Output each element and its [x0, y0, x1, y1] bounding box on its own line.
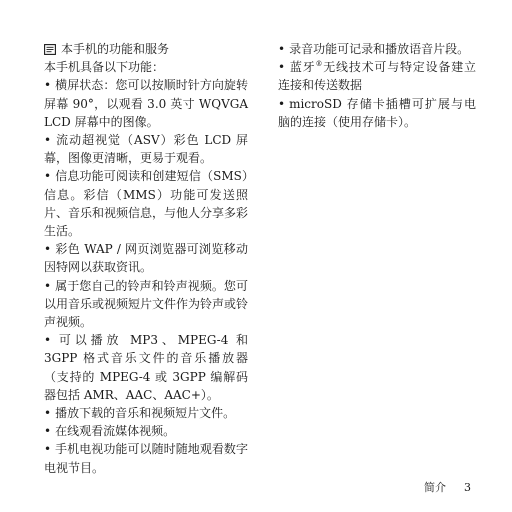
feature-item-streaming — [44, 422, 248, 440]
page-footer — [424, 479, 471, 495]
feature-text: 属于您自己的铃声和铃声视频。您可以用音乐或视频短片文件作为铃声或铃声视频。 — [44, 278, 249, 330]
intro-text: 本手机具备以下功能： — [44, 60, 165, 75]
bullet-glyph: • — [44, 333, 52, 348]
feature-item-recording — [278, 40, 476, 58]
feature-item-messaging — [44, 167, 248, 240]
feature-item-microsd — [278, 95, 476, 131]
bullet-glyph: • — [44, 169, 52, 184]
bullet-glyph: • — [278, 60, 286, 75]
page-number: 3 — [464, 481, 471, 494]
bullet-glyph: • — [44, 424, 52, 439]
feature-text: 彩色 WAP / 网页浏览器可浏览移动因特网以获取资讯。 — [44, 242, 248, 275]
bullet-glyph: • — [278, 42, 286, 56]
feature-text: 信息功能可阅读和创建短信（SMS）信息。彩信（MMS）功能可发送照片、音乐和视频信息，与他人分享多彩生活。 — [44, 169, 249, 239]
feature-text: microSD 存储卡插槽可扩展与电脑的连接（使用存储卡）。 — [278, 96, 476, 129]
bullet-glyph: • — [278, 96, 286, 111]
feature-text: 播放下载的音乐和视频短片文件。 — [55, 406, 236, 421]
registered-mark: ® — [315, 60, 323, 69]
feature-item-ringtones — [44, 277, 248, 332]
feature-item-landscape — [44, 76, 248, 131]
right-column — [278, 40, 476, 131]
bullet-glyph: • — [44, 133, 52, 148]
feature-text: 在线观看流媒体视频。 — [55, 424, 176, 439]
feature-text: 录音功能可记录和播放语音片段。 — [289, 42, 470, 56]
feature-text: 横屏状态：您可以按顺时针方向旋转屏幕 90°，以观看 3.0 英寸 WQVGA LCD 屏幕中的图像。 — [44, 78, 248, 129]
footer-section-label: 简介 — [424, 481, 446, 494]
bullet-glyph: • — [44, 442, 52, 457]
bullet-glyph: • — [44, 242, 52, 257]
bullet-glyph: • — [44, 278, 52, 293]
feature-item-downloaded-media — [44, 404, 248, 422]
note-icon — [44, 44, 56, 55]
section-heading — [44, 40, 248, 58]
left-column — [44, 40, 248, 477]
feature-text: 无线技术可与特定设备建立连接和传送数据 — [278, 60, 476, 93]
feature-item-bluetooth — [278, 58, 476, 94]
feature-text: 流动超视觉（ASV）彩色 LCD 屏幕，图像更清晰，更易于观看。 — [44, 133, 248, 166]
bullet-glyph: • — [44, 406, 52, 421]
bluetooth-label: 蓝牙 — [289, 60, 316, 75]
bullet-glyph: • — [44, 78, 52, 93]
feature-item-music-player — [44, 331, 248, 404]
feature-item-mobile-tv — [44, 440, 248, 476]
feature-item-wap-browser — [44, 240, 248, 276]
feature-text: 可以播放 MP3、MPEG-4 和 3GPP 格式音乐文件的音乐播放器（支持的 MPEG-4 或 3GPP 编解码器包括 AMR、AAC、AAC+）。 — [44, 333, 248, 402]
feature-item-asv-lcd — [44, 131, 248, 167]
feature-text: 手机电视功能可以随时随地观看数字电视节目。 — [44, 442, 248, 475]
heading-text: 本手机的功能和服务 — [61, 42, 170, 56]
